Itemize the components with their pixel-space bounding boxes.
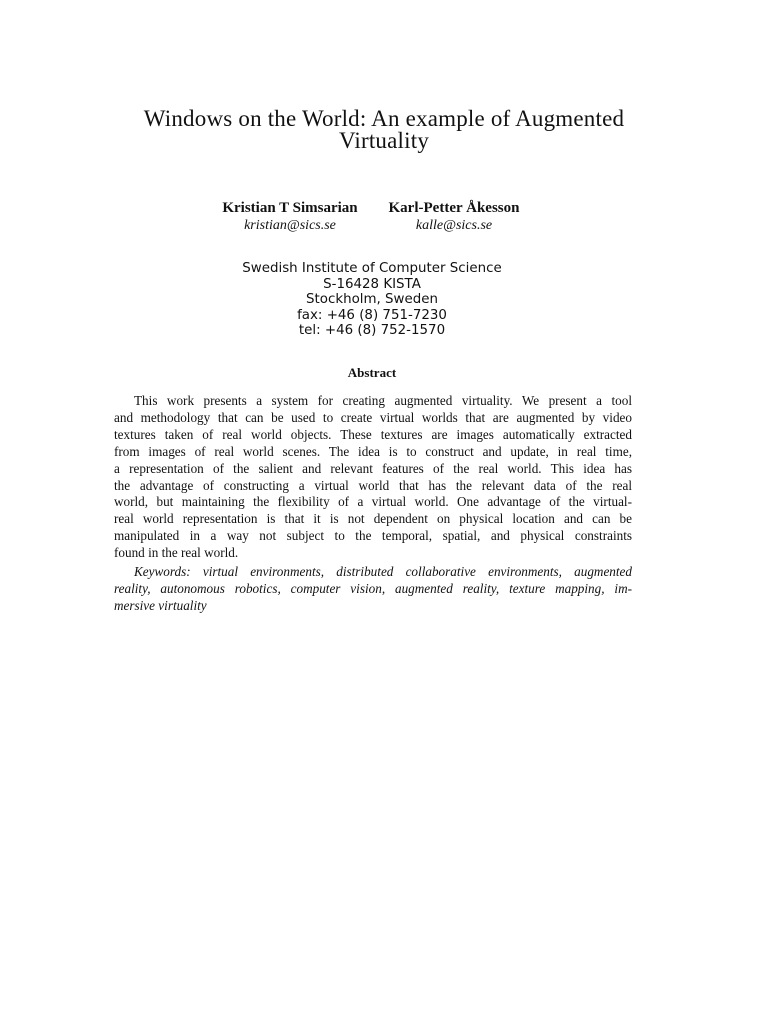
keywords-line: reality, autonomous robotics, computer vision, augmented reality, texture mapping, im- — [114, 581, 632, 597]
abstract-line: This work presents a system for creating augmented virtuality. We present a tool — [134, 393, 632, 408]
affiliation-institute: Swedish Institute of Computer Science — [242, 261, 502, 276]
abstract-body — [114, 393, 632, 562]
author-1 — [200, 199, 380, 235]
author-2 — [368, 199, 540, 235]
abstract-line: the advantage of constructing a virtual world that has the relevant data of the real — [114, 477, 632, 493]
affiliation-fax: fax: +46 (8) 751-7230 — [297, 307, 447, 323]
abstract-line: a representation of the salient and relevant features of the real world. This idea has — [114, 460, 632, 476]
abstract-line: world, but maintaining the flexibility of a virtual world. One advantage of the virtual- — [114, 494, 632, 510]
title-line-1: Windows on the World: An example of Augmented — [143, 106, 625, 131]
affiliation-tel: tel: +46 (8) 752-1570 — [298, 323, 446, 338]
author-name: Karl-Petter Åkesson — [388, 200, 520, 216]
keywords-line: mersive virtuality — [114, 598, 207, 614]
author-name: Kristian T Simsarian — [222, 200, 358, 216]
author-email: kristian@sics.se — [244, 218, 336, 233]
author-block — [200, 199, 540, 239]
abstract-line: textures taken of real world objects. These textures are images automatically extracted — [114, 426, 632, 442]
abstract-line: found in the real world. — [114, 545, 239, 561]
abstract-line: manipulated in a way not subject to the temporal, spatial, and physical constraints — [114, 528, 632, 544]
affiliation-block — [184, 261, 560, 339]
affiliation-city: Stockholm, Sweden — [306, 292, 438, 307]
paper-title — [60, 108, 708, 152]
abstract-line: and methodology that can be used to create virtual worlds that are augmented by video — [114, 409, 632, 425]
abstract-line: from images of real world scenes. The idea is to construct and update, in real time, — [114, 443, 632, 459]
abstract-line: real world representation is that it is not dependent on physical location and can be — [114, 511, 632, 527]
author-email: kalle@sics.se — [415, 218, 493, 233]
affiliation-postal: S-16428 KISTA — [323, 276, 421, 292]
keywords-block — [114, 563, 632, 615]
abstract-heading: Abstract — [347, 365, 397, 380]
keywords-line: Keywords: virtual environments, distributed collaborative environments, augmented — [134, 564, 632, 579]
title-line-2: Virtuality — [338, 128, 430, 153]
